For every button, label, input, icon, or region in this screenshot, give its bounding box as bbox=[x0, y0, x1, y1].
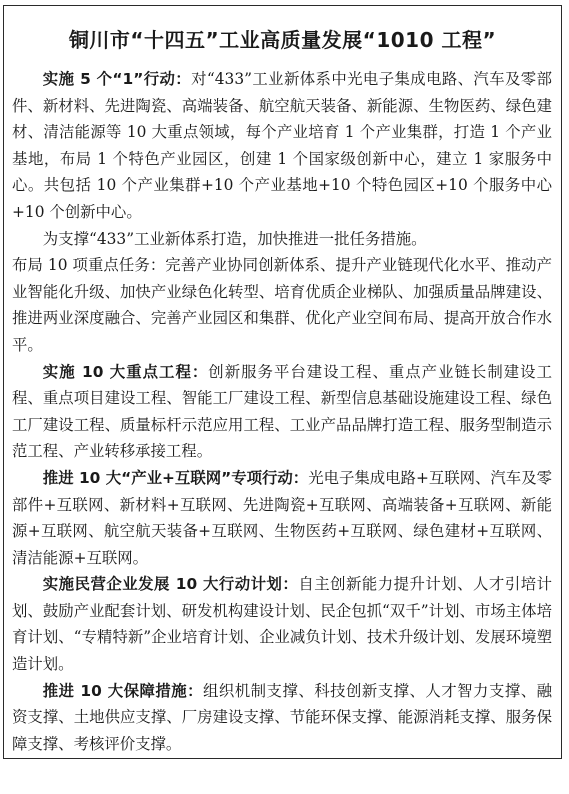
paragraph-guarantee-measures bbox=[12, 678, 552, 758]
paragraph-five-one-actions bbox=[12, 66, 552, 226]
paragraph-industry-internet-actions bbox=[12, 465, 552, 571]
paragraph-text: 创新服务平台建设工程、重点产业链长制建设工程、重点项目建设工程、智能工厂建设工程、新型信息基础设施建设工程、绿色工厂建设工程、质量标杆示范应用工程、工业产品品牌打造工程、服务型制造示范工程、产业转移承接工程。 bbox=[12, 362, 552, 461]
paragraph-text: 组织机制支撑、科技创新支撑、人才智力支撑、融资支撑、土地供应支撑、厂房建设支撑、节能环保支撑、能源消耗支撑、服务保障支撑、考核评价支撑。 bbox=[12, 681, 552, 753]
paragraph-text: 自主创新能力提升计划、人才引培计划、鼓励产业配套计划、研发机构建设计划、民企包抓“双千”计划、市场主体培育计划、“专精特新”企业培育计划、企业减负计划、技术升级计划、发展环境塑造计划。 bbox=[12, 575, 552, 674]
paragraph-text: 布局 10 项重点任务：完善产业协同创新体系、提升产业链现代化水平、推动产业智能化升级、加快产业绿色化转型、培育优质企业梯队、加强质量品牌建设、推进两业深度融合、完善产业园区和集群、优化产业空间布局、提高开放合作水平。 bbox=[12, 256, 552, 354]
paragraph-private-enterprise-plans bbox=[12, 571, 552, 677]
paragraph-lead: 实施民营企业发展 10 大行动计划： bbox=[42, 575, 299, 594]
paragraph-lead: 推进 10 大保障措施： bbox=[42, 681, 204, 700]
paragraph-text: 为支撑“433”工业新体系打造，加快推进一批任务措施。 bbox=[42, 229, 427, 248]
paragraph-text: 光电子集成电路+互联网、汽车及零部件+互联网、新材料+互联网、先进陶瓷+互联网、高端装备+互联网、新能源+互联网、航空航天装备+互联网、生物医药+互联网、绿色建材+互联网、清洁能源+互联网。 bbox=[12, 468, 552, 567]
document-body bbox=[12, 66, 552, 757]
paragraph-lead: 实施 5 个“1”行动： bbox=[42, 70, 192, 88]
paragraph-ten-key-tasks bbox=[12, 252, 552, 358]
document-title: 铜川市“十四五”工业高质量发展“1010 工程” bbox=[68, 28, 497, 52]
paragraph-support-measures bbox=[12, 226, 552, 253]
paragraph-ten-key-projects bbox=[12, 359, 552, 465]
document-frame bbox=[3, 5, 562, 759]
paragraph-text: 对“433”工业新体系中光电子集成电路、汽车及零部件、新材料、先进陶瓷、高端装备、航空航天装备、新能源、生物医药、绿色建材、清洁能源等 10 大重点领域，每个产业培育 1 个产业集群，打造 1 个产业基地，布局 1 个特色产业园区，创建 1 个国家级创新中心，建立 1 家服务中心。共包括 10 个产业集群+10 个产业基地+10 个特色园区+10 个服务中心+10 个创新中心。 bbox=[12, 70, 552, 221]
paragraph-lead: 实施 10 大重点工程： bbox=[42, 362, 209, 381]
paragraph-lead: 推进 10 大“产业+互联网”专项行动： bbox=[42, 468, 309, 487]
